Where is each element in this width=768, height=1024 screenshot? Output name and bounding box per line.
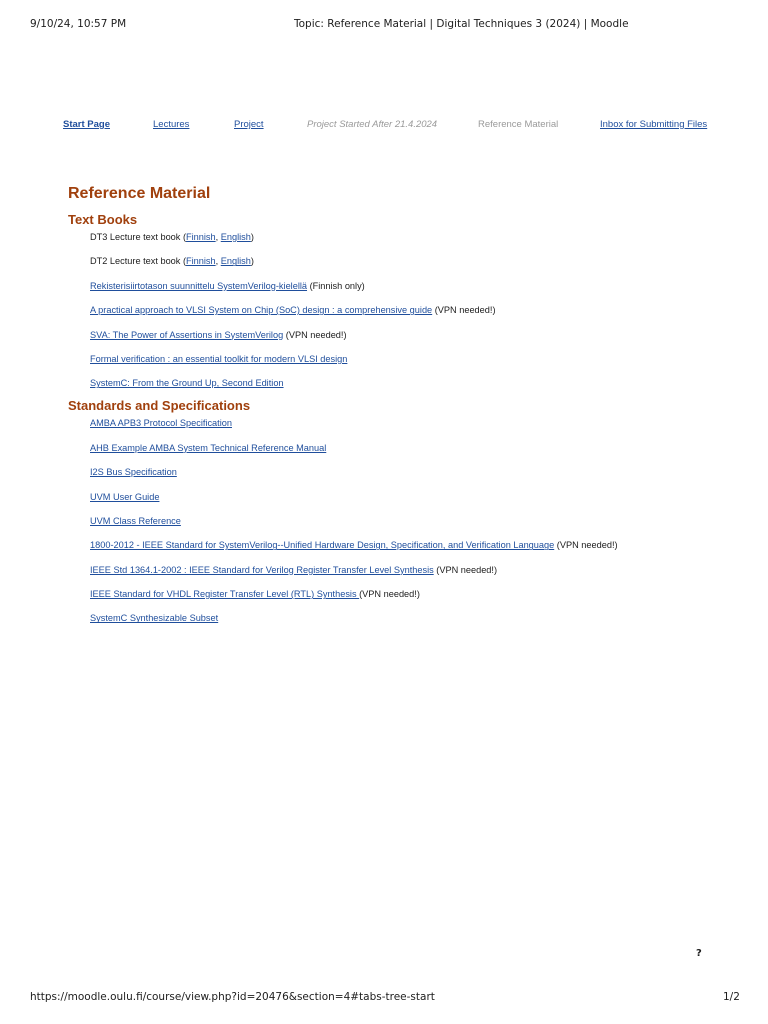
list-item xyxy=(90,539,728,551)
list-item xyxy=(90,515,728,527)
list-item xyxy=(90,304,728,316)
main-content xyxy=(68,184,728,628)
item-text: ) xyxy=(250,232,254,242)
separator: , xyxy=(215,232,221,242)
resource-link[interactable]: I2S Bus Specification xyxy=(90,467,177,478)
list-item xyxy=(90,612,728,624)
resource-link[interactable]: IEEE Std 1364.1-2002 : IEEE Standard for Verilog Register Transfer Level Synthesis xyxy=(90,564,434,575)
resource-link[interactable]: SystemC: From the Ground Up, Second Edition xyxy=(90,378,284,389)
print-header xyxy=(0,18,768,34)
item-text: DT3 Lecture text book ( xyxy=(90,232,187,242)
resource-link[interactable]: AMBA APB3 Protocol Specification xyxy=(90,418,232,429)
resource-note: (VPN needed!) xyxy=(433,564,498,575)
item-text: ) xyxy=(250,256,254,267)
resource-note: (VPN needed!) xyxy=(283,329,347,340)
list-item xyxy=(90,353,728,365)
resource-link[interactable]: Formal verification : an essential toolkit for modern VLSI design xyxy=(90,353,348,364)
english-link[interactable]: English xyxy=(220,256,251,267)
resource-link[interactable]: Rekisterisiirtotason suunnittelu SystemVerilog-kielellä xyxy=(90,280,308,291)
resource-link[interactable]: UVM Class Reference xyxy=(90,515,181,526)
list-item xyxy=(90,491,728,503)
resource-link[interactable]: SVA: The Power of Assertions in SystemVerilog xyxy=(90,329,284,340)
list-item xyxy=(90,417,728,429)
finnish-link[interactable]: Finnish xyxy=(186,256,216,267)
resource-note: (Finnish only) xyxy=(307,280,365,291)
finnish-link[interactable]: Finnish xyxy=(186,232,216,242)
tab-inbox[interactable]: Inbox for Submitting Files xyxy=(600,119,708,130)
list-item xyxy=(90,466,728,478)
tab-project-started: Project Started After 21.4.2024 xyxy=(307,119,438,130)
text-books-list xyxy=(68,231,728,389)
standards-list xyxy=(68,417,728,624)
tab-project[interactable]: Project xyxy=(234,119,264,130)
list-item xyxy=(90,588,728,600)
resource-note: (VPN needed!) xyxy=(554,540,618,551)
list-item xyxy=(90,564,728,576)
resource-link[interactable]: IEEE Standard for VHDL Register Transfer Level (RTL) Synthesis xyxy=(90,589,360,600)
print-page-title: Topic: Reference Material | Digital Techniques 3 (2024) | Moodle xyxy=(294,18,629,30)
resource-link[interactable]: UVM User Guide xyxy=(90,491,160,502)
resource-link[interactable]: A practical approach to VLSI System on Chip (SoC) design : a comprehensive guide xyxy=(90,305,433,316)
print-datetime: 9/10/24, 10:57 PM xyxy=(30,18,127,30)
resource-note: (VPN needed!) xyxy=(359,589,420,600)
print-url: https://moodle.oulu.fi/course/view.php?id=20476&section=4#tabs-tree-start xyxy=(30,991,435,1003)
resource-note: (VPN needed!) xyxy=(432,305,496,316)
section-heading-text-books: Text Books xyxy=(68,212,138,227)
tab-reference-material: Reference Material xyxy=(478,119,559,130)
page-title: Reference Material xyxy=(68,185,211,202)
tab-start-page[interactable]: Start Page xyxy=(63,119,110,130)
resource-link[interactable]: AHB Example AMBA System Technical Reference Manual xyxy=(90,442,327,453)
list-item xyxy=(90,377,728,389)
list-item xyxy=(90,329,728,341)
list-item xyxy=(90,442,728,454)
item-text: DT2 Lecture text book ( xyxy=(90,256,187,267)
list-item xyxy=(90,231,728,243)
list-item xyxy=(90,255,728,267)
resource-link[interactable]: 1800-2012 - IEEE Standard for SystemVerilog--Unified Hardware Design, Specification, and Verification Language xyxy=(90,540,555,551)
question-mark-icon[interactable]: ? xyxy=(696,948,702,959)
print-page-number: 1/2 xyxy=(723,991,740,1003)
separator: , xyxy=(215,256,221,267)
section-heading-standards: Standards and Specifications xyxy=(68,398,251,414)
tab-lectures[interactable]: Lectures xyxy=(153,119,190,130)
resource-link[interactable]: SystemC Synthesizable Subset xyxy=(90,613,219,624)
english-link[interactable]: English xyxy=(220,232,251,242)
list-item xyxy=(90,280,728,292)
